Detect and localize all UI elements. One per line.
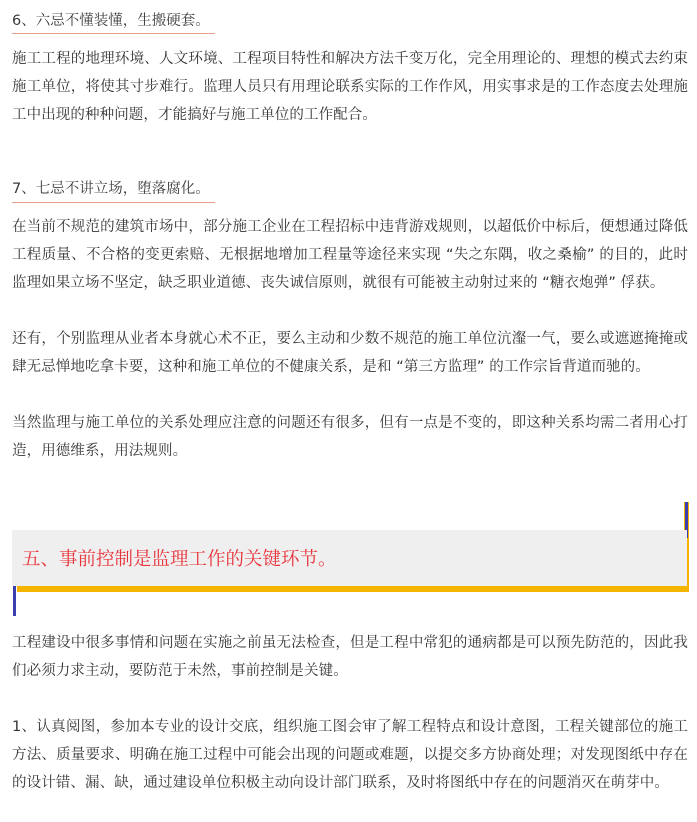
paragraph-item-1: 1、认真阅图，参加本专业的设计交底，组织施工图会审了解工程特点和设计意图，工程关键部位的施工方法、质量要求、明确在施工过程中可能会出现的问题或难题，以提交多方协商处理；对发现图纸中存在的设计错、漏、缺，通过建设单位积极主动向设计部门联系，及时将图纸中存在的问题消灭在萌芽中。 [12, 719, 688, 791]
section-heading-6: 6、六忌不懂装懂，生搬硬套。 [12, 13, 210, 29]
paragraph-7a: 在当前不规范的建筑市场中，部分施工企业在工程招标中违背游戏规则，以超低价中标后，便想通过降低工程质量、不合格的变更索赔、无根据地增加工程量等途径来实现 “失之东隅，收之桑榆” 的目的，此时监理如果立场不坚定，缺乏职业道德、丧失诚信原则，就很有可能被主动射过来的 “糖衣炮弹” 俘获。 [12, 219, 688, 291]
heading-7-underline [12, 202, 215, 203]
paragraph-6: 施工工程的地理环境、人文环境、工程项目特性和解决方法千变万化，完全用理论的、理想的模式去约束施工单位，将使其寸步难行。监理人员只有用理论联系实际的工作作风，用实事求是的工作态度去处理施工中出现的种种问题，才能搞好与施工单位的工作配合。 [12, 51, 688, 123]
heading-6-underline [12, 33, 215, 34]
paragraph-summary: 当然监理与施工单位的关系处理应注意的问题还有很多，但有一点是不变的，即这种关系均需二者用心打造，用德维系，用法规则。 [12, 415, 688, 459]
section-banner-title: 五、事前控制是监理工作的关键环节。 [22, 549, 337, 570]
paragraph-7b: 还有，个别监理从业者本身就心术不正，要么主动和少数不规范的施工单位沆瀣一气，要么或遮遮掩掩或肆无忌惮地吃拿卡要，这种和施工单位的不健康关系，是和 “第三方监理” 的工作宗旨背道而驰的。 [12, 331, 688, 375]
section-heading-7: 7、七忌不讲立场，堕落腐化。 [12, 181, 210, 197]
banner-left-accent [13, 586, 16, 616]
paragraph-intro: 工程建设中很多事情和问题在实施之前虽无法检查，但是工程中常犯的通病都是可以预先防范的，因此我们必须力求主动，要防范于未然，事前控制是关键。 [12, 635, 688, 679]
banner-bottom-bar [17, 586, 689, 592]
